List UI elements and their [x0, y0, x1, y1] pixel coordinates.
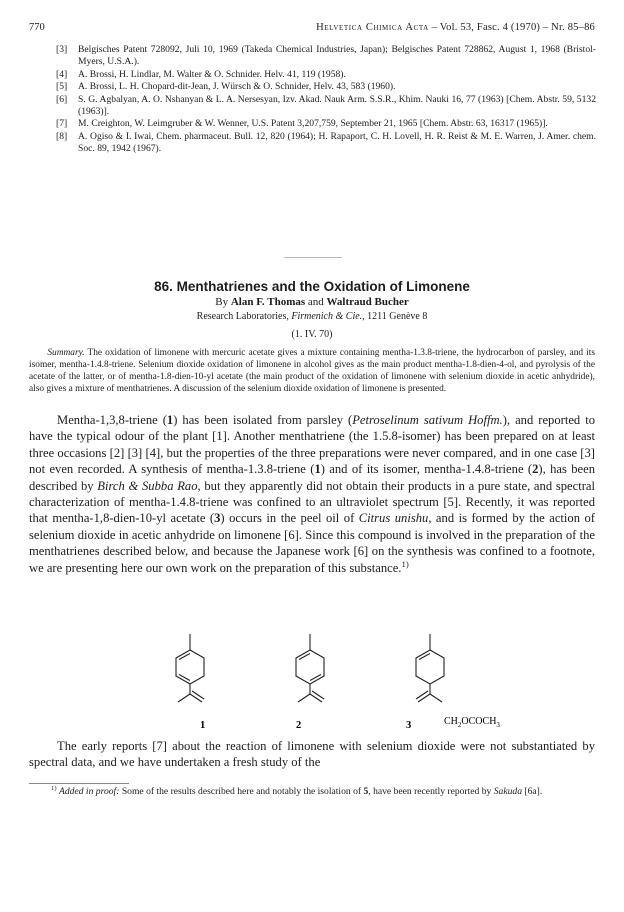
compound-label-1: 1: [200, 720, 206, 731]
footnote-rule: [29, 783, 129, 784]
footnote-marker: 1): [401, 558, 409, 569]
section-divider: [284, 257, 342, 258]
summary-text: The oxidation of limonene with mercuric acetate gives a mixture containing mentha-1.3.8-triene, the hydrocarbon of parsley, and its isomer, mentha-1.4.8-triene. Selenium dioxide oxidation of limonene in alcohol gives as the main product mentha-1.8-dien-4-ol, and pyrolysis of the acetate of the latter, or of mentha-1.8-dien-10-yl acetate (the main product of the oxidation of limonene with selenium dioxide in acetic anhydride), also gives a mixture of menthatrienes. A discussion of the selenium dioxide oxidation of limonene is presented.: [29, 348, 595, 394]
compound-label-2: 2: [296, 720, 302, 731]
structure-2: [296, 634, 324, 702]
body-text: [29, 412, 595, 576]
article-title: 86. Menthatrienes and the Oxidation of Limonene: [154, 279, 470, 294]
structure-diagram: [160, 628, 500, 740]
acetoxymethyl-substituent: $CH_2OCOCH_3$: [444, 716, 500, 729]
author-byline: By Alan F. Thomas and Waltraud Bucher: [215, 296, 409, 308]
page-number: 770: [29, 22, 45, 33]
reference-item: [4] A. Brossi, H. Lindlar, M. Walter & O. Schnider. Helv. 41, 119 (1958).: [56, 68, 346, 80]
summary: [29, 347, 595, 395]
body-text-continued: [29, 738, 595, 771]
summary-label: Summary.: [47, 348, 85, 358]
structure-1: [176, 634, 204, 702]
reference-item: [8] A. Ogiso & I. Iwai, Chem. pharmaceut. Bull. 12, 820 (1964); H. Rapaport, C. H. Lovell, H. R. Reist & M. E. Warren, J. Amer. chem. Soc. 89, 1942 (1967).: [56, 130, 596, 155]
affiliation: Research Laboratories, Firmenich & Cie., 1211 Genève 8: [196, 311, 428, 322]
paragraph: Mentha-1,3,8-triene (1) has been isolated from parsley (Petroselinum sativum Hoffm.), and reported to have the typical odour of the plant [1]. Another menthatriene (the 1.5.8-isomer) has been prepared on at least three occasions [2] [3] [4], but the properties of the three preparations were never compared, and in one case [3] not even recorded. A synthesis of mentha-1.3.8-triene (1) and of its isomer, mentha-1.4.8-triene (2), has been described by Birch & Subba Rao, but they apparently did not obtain their products in a pure state, and spectral characterization of mentha-1.4.8-triene was confined to an ultraviolet spectrum [5]. Recently, it was reported that mentha-1,8-dien-10-yl acetate (3) occurs in the peel oil of Citrus unishu, and is formed by the action of selenium dioxide in acetic anhydride on limonene [6]. Since this compound is involved in the preparation of the menthatrienes described below, and because the Japanese work [6] on the synthesis was confined to a footnote, we are presenting here our own work on the preparation of this substance.$^{1)}$: [29, 413, 596, 575]
structure-3: [416, 634, 444, 702]
compound-label-3: 3: [406, 720, 412, 731]
journal-name: Helvetica Chimica Acta: [316, 22, 429, 33]
author-name: Waltraud Bucher: [326, 296, 409, 308]
footnote-label: Added in proof:: [59, 786, 120, 797]
reference-item: [7] M. Creighton, W. Leimgruber & W. Wenner, U.S. Patent 3,207,759, September 21, 1965 [Chem. Abstr. 63, 16317 (1965)].: [56, 118, 548, 130]
reference-item: [5] A. Brossi, L. H. Chopard-dit-Jean, J. Würsch & O. Schnider, Helv. 43, 583 (1960).: [56, 81, 396, 93]
author-name: Alan F. Thomas: [230, 296, 306, 308]
running-header: [29, 22, 595, 38]
issue-info: – Vol. 53, Fasc. 4 (1970) – Nr. 85–86: [431, 22, 595, 33]
paragraph: The early reports [7] about the reaction of limonene with selenium dioxide were not substantiated by spectral data, and we have undertaken a fresh study of the: [29, 739, 595, 770]
chemical-structures: [160, 628, 500, 740]
footnote: $^{1)}$ Added in proof: Some of the results described here and notably the isolation of 5, have been recently reported by Sakuda [6a].: [51, 784, 543, 797]
reference-item: [3] Belgisches Patent 728092, Juli 10, 1969 (Takeda Chemical Industries, Japan); Belgisches Patent 728862, August 1, 1968 (Bristol-Myers, U.S.A.).: [56, 44, 596, 68]
reference-item: [6] S. G. Agbalyan, A. O. Nshanyan & L. A. Nersesyan, Izv. Akad. Nauk Arm. S.S.R., Khim. Nauki 16, 77 (1963) [Chem. Abstr. 59, 5132 (1963)].: [56, 93, 596, 118]
reference-list: [56, 44, 596, 156]
journal-header: [316, 22, 595, 33]
received-date: (1. IV. 70): [291, 329, 333, 340]
